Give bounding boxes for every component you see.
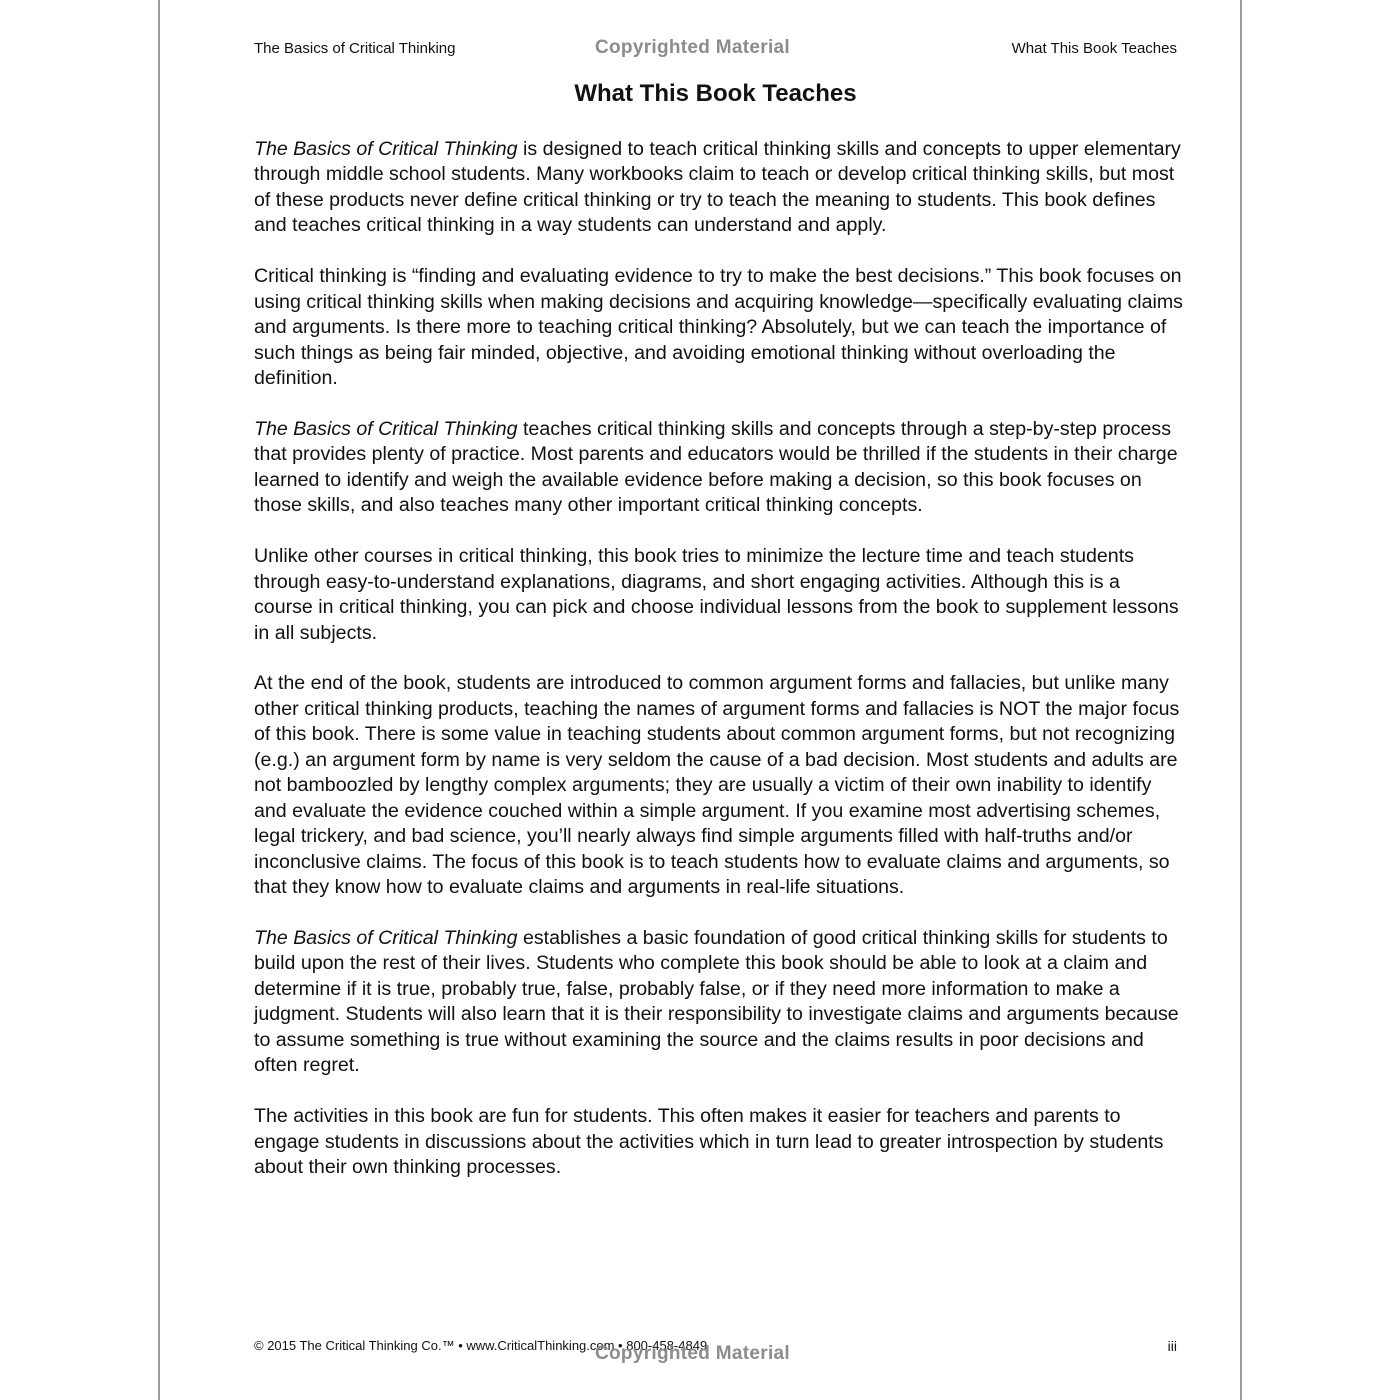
header-section-title: What This Book Teaches bbox=[1011, 40, 1177, 57]
paragraph-1-text: is designed to teach critical thinking skills and concepts to upper elementary through middle school students. Many workbooks claim to teach or develop critical thinking skills, but most of these products never define critical thinking or try to teach the meaning to students. This book defines and teaches critical thinking in a way students can understand and apply. bbox=[254, 138, 1181, 237]
copyright-watermark-top: Copyrighted Material bbox=[595, 37, 790, 58]
header-book-title: The Basics of Critical Thinking bbox=[254, 40, 456, 57]
paragraph-4 bbox=[254, 544, 1184, 646]
body-text bbox=[254, 137, 1184, 1206]
paragraph-3-lead: The Basics of Critical Thinking bbox=[254, 417, 518, 440]
paragraph-6 bbox=[254, 926, 1184, 1079]
paragraph-4-text: Unlike other courses in critical thinking, this book tries to minimize the lecture time and teach students through easy-to-understand explanations, diagrams, and short engaging activities. Although this is a course in critical thinking, you can pick and choose individual lessons from the book to supplement lessons in all subjects. bbox=[254, 545, 1179, 644]
paragraph-2-text: Critical thinking is “finding and evaluating evidence to try to make the best decisions.” This book focuses on using critical thinking skills when making decisions and acquiring knowledge—specifically evaluating claims and arguments. Is there more to teaching critical thinking? Absolutely, but we can teach the importance of such things as being fair minded, objective, and avoiding emotional thinking without overloading the definition. bbox=[254, 265, 1183, 390]
paragraph-7 bbox=[254, 1104, 1184, 1180]
paragraph-6-lead: The Basics of Critical Thinking bbox=[254, 926, 518, 949]
paragraph-3-text: teaches critical thinking skills and concepts through a step-by-step process that provides plenty of practice. Most parents and educators would be thrilled if the students in their charge learned to identify and weigh the available evidence before making a decision, so this book focuses on those skills, and also teaches many other important critical thinking concepts. bbox=[254, 417, 1178, 517]
paragraph-1 bbox=[254, 137, 1184, 239]
footer-copyright: © 2015 The Critical Thinking Co.™ • www.CriticalThinking.com • 800-458-4849 bbox=[254, 1338, 708, 1353]
page-edge-left bbox=[158, 0, 160, 1400]
paragraph-6-text: establishes a basic foundation of good critical thinking skills for students to build upon the rest of their lives. Students who complete this book should be able to look at a claim and determine if it is true, probably true, false, probably false, or if they need more information to make a judgment. Students will also learn that it is their responsibility to investigate claims and arguments because to assume something is true without examining the source and the claims results in poor decisions and often regret. bbox=[254, 926, 1179, 1077]
page-edge-right bbox=[1240, 0, 1242, 1400]
page-title: What This Book Teaches bbox=[574, 80, 857, 107]
paragraph-2 bbox=[254, 264, 1184, 391]
paragraph-5 bbox=[254, 671, 1184, 900]
paragraph-7-text: The activities in this book are fun for students. This often makes it easier for teachers and parents to engage students in discussions about the activities which in turn lead to greater introspection by students about their own thinking processes. bbox=[254, 1105, 1164, 1179]
copyright-watermark-bottom: Copyrighted Material bbox=[595, 1343, 790, 1364]
paragraph-1-lead: The Basics of Critical Thinking bbox=[254, 138, 518, 160]
paragraph-5-text: At the end of the book, students are introduced to common argument forms and fallacies, but unlike many other critical thinking products, teaching the names of argument forms and fallacies is NOT the major focus of this book. There is some value in teaching students about common argument forms, but not recognizing (e.g.) an argument form by name is very seldom the cause of a bad decision. Most students and adults are not bamboozled by lengthy complex arguments; they are usually a victim of their own inability to identify and evaluate the evidence couched within a simple argument. If you examine most advertising schemes, legal trickery, and bad science, you’ll nearly always find simple arguments filled with half-truths and/or inconclusive claims. The focus of this book is to teach students how to evaluate claims and arguments, so that they know how to evaluate claims and arguments in real-life situations. bbox=[254, 672, 1180, 899]
paragraph-3 bbox=[254, 417, 1184, 519]
page-number: iii bbox=[1167, 1338, 1177, 1354]
